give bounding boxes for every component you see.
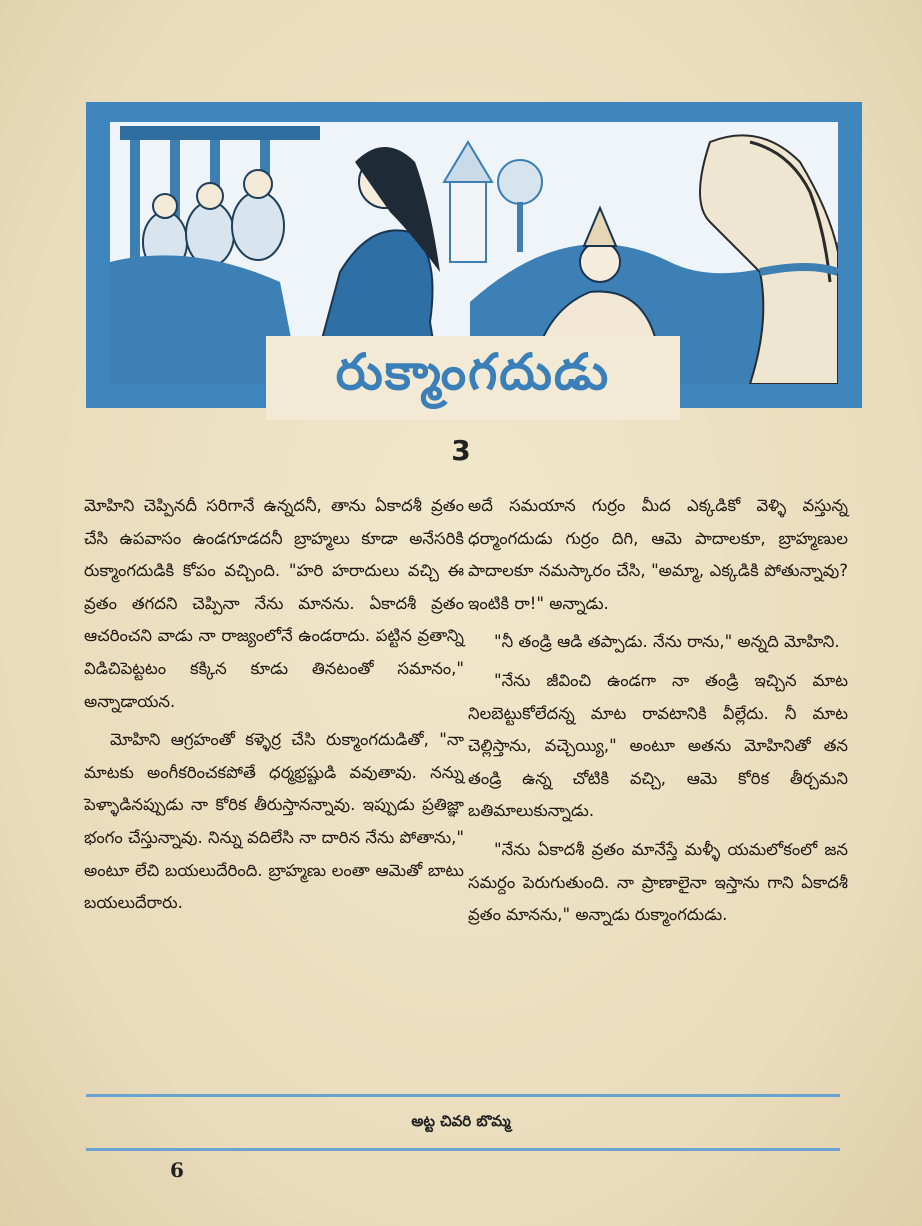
chapter-number: 3 bbox=[451, 434, 471, 467]
paragraph: "నీ తండ్రి ఆడి తప్పాడు. నేను రాను," అన్నది మోహిని. bbox=[494, 632, 840, 652]
left-text-column bbox=[84, 490, 464, 926]
page-number: 6 bbox=[170, 1158, 184, 1182]
paragraph: "నేను జీవించి ఉండగా నా తండ్రి ఇచ్చిన మాట నిలబెట్టుకోలేదన్న మాట రావటానికి వీల్లేదు. నీ మాట చెల్లిస్తాను, వచ్చెయ్యి," అంటూ అతను మోహినితో తన తండ్రి ఉన్న చోటికి వచ్చి, ఆమె కోరిక తీర్చమని బతిమాలుకున్నాడు. bbox=[468, 670, 848, 821]
story-title-box bbox=[266, 336, 680, 420]
paragraph: అదే సమయాన గుర్రం మీద ఎక్కడికో వెళ్ళి వస్తున్న ధర్మాంగదుడు గుర్రం దిగి, ఆమె పాదాలకూ, బ్రాహ్మణుల పాదాలకూ నమస్కారం చేసి, "అమ్మా, ఎక్కడికి పోతున్నావు? ఇంటికి రా!" అన్నాడు. bbox=[468, 496, 848, 613]
paragraph: "నేను ఏకాదశీ వ్రతం మానేస్తే మళ్ళీ యమలోకంలో జన సమర్దం పెరుగుతుంది. నా ప్రాణాలైనా ఇస్తాను గాని ఏకాదశీ వ్రతం మానను," అన్నాడు రుక్మాంగదుడు. bbox=[468, 839, 848, 925]
footer-caption: అట్ట చివరి బొమ్మ bbox=[411, 1112, 511, 1130]
top-divider-rule bbox=[86, 1094, 840, 1097]
bottom-divider-rule bbox=[86, 1148, 840, 1151]
right-text-column bbox=[468, 490, 848, 938]
paragraph: మోహిని చెప్పినదీ సరిగానే ఉన్నదనీ, తాను ఏకాదశీ వ్రతం చేసి ఉపవాసం ఉండగూడదనీ బ్రాహ్మలు కూడా అనేసరికి రుక్మాంగదుడికి కోపం వచ్చింది. "హరి హరాదులు వచ్చి ఈ వ్రతం తగదని చెప్పినా నేను మానను. ఏకాదశీ వ్రతం ఆచరించని వాడు నా రాజ్యంలోనే ఉండరాదు. పట్టిన వ్రతాన్ని విడిచిపెట్టటం కక్కిన కూడు తినటంతో సమానం," అన్నాడాయన. bbox=[84, 496, 464, 711]
story-title: రుక్మాంగదుడు bbox=[335, 342, 611, 401]
paragraph: మోహిని ఆగ్రహంతో కళ్ళెర్ర చేసి రుక్మాంగదుడితో, "నా మాటకు అంగీకరించకపోతే ధర్మభ్రష్టుడి వవుతావు. నన్ను పెళ్ళాడినప్పుడు నా కోరిక తీరుస్తానన్నావు. ఇప్పుడు ప్రతిజ్ఞా భంగం చేస్తున్నావు. నిన్ను వదిలేసి నా దారిన నేను పోతాను," అంటూ లేచి బయలుదేరింది. బ్రాహ్మణు లంతా ఆమెతో బాటు బయలుదేరారు. bbox=[84, 730, 464, 913]
